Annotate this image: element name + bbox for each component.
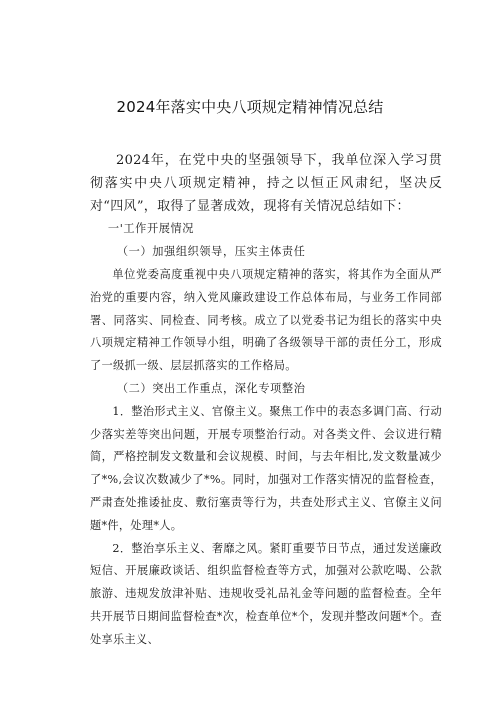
subsection-heading-leadership: （一）加强组织领导，压实主体责任 <box>116 245 306 259</box>
section-heading-work-progress: 一'工作开展情况 <box>107 222 195 236</box>
item-hedonism-extravagance: 2．整治享乐主义、奢靡之风。紧盯重要节日节点，通过发送廉政短信、开展廉政谈话、组织监督检查等方式，加强对公款吃喝、公款旅游、违规发放津补贴、违规收受礼品礼金等问题的监督检查。全年共开展节日期间监督检查*次，检查单位*个，发现并整改问题*个。查处享乐主义、 <box>90 541 442 646</box>
subsection-leadership-body: 单位党委高度重视中央八项规定精神的落实，将其作为全面从严治党的重要内容，纳入党风廉政建设工作总体布局，与业务工作同部署、同落实、同检查、同考核。成立了以党委书记为组长的落实中央八项规定精神工作领导小组，明确了各级领导干部的责任分工，形成了一级抓一级、层层抓落实的工作格局。 <box>90 267 442 373</box>
document-title: 2024年落实中央八项规定精神情况总结 <box>116 98 384 116</box>
intro-paragraph: 2024年，在党中央的坚强领导下，我单位深入学习贯彻落实中央八项规定精神，持之以恒正风肃纪，坚决反对“四风”，取得了显著成效，现将有关情况总结如下： <box>90 153 442 214</box>
document-body <box>90 150 442 652</box>
subsection-heading-special-rectification: （二）突出工作重点，深化专项整治 <box>116 381 306 395</box>
item-formalism-bureaucratism: 1．整治形式主义、官僚主义。聚焦工作中的表态多调门高、行动少落实差等突出问题，开展专项整治行动。对各类文件、会议进行精简，严格控制发文数量和会议规模、时间，与去年相比,发文数量减少了*%,会议次数减少了*%。同时，加强对工作落实情况的监督检查，严肃查处推诿扯皮、敷衍塞责等行为，共查处形式主义、官僚主义问题*件，处理*人。 <box>90 404 442 532</box>
